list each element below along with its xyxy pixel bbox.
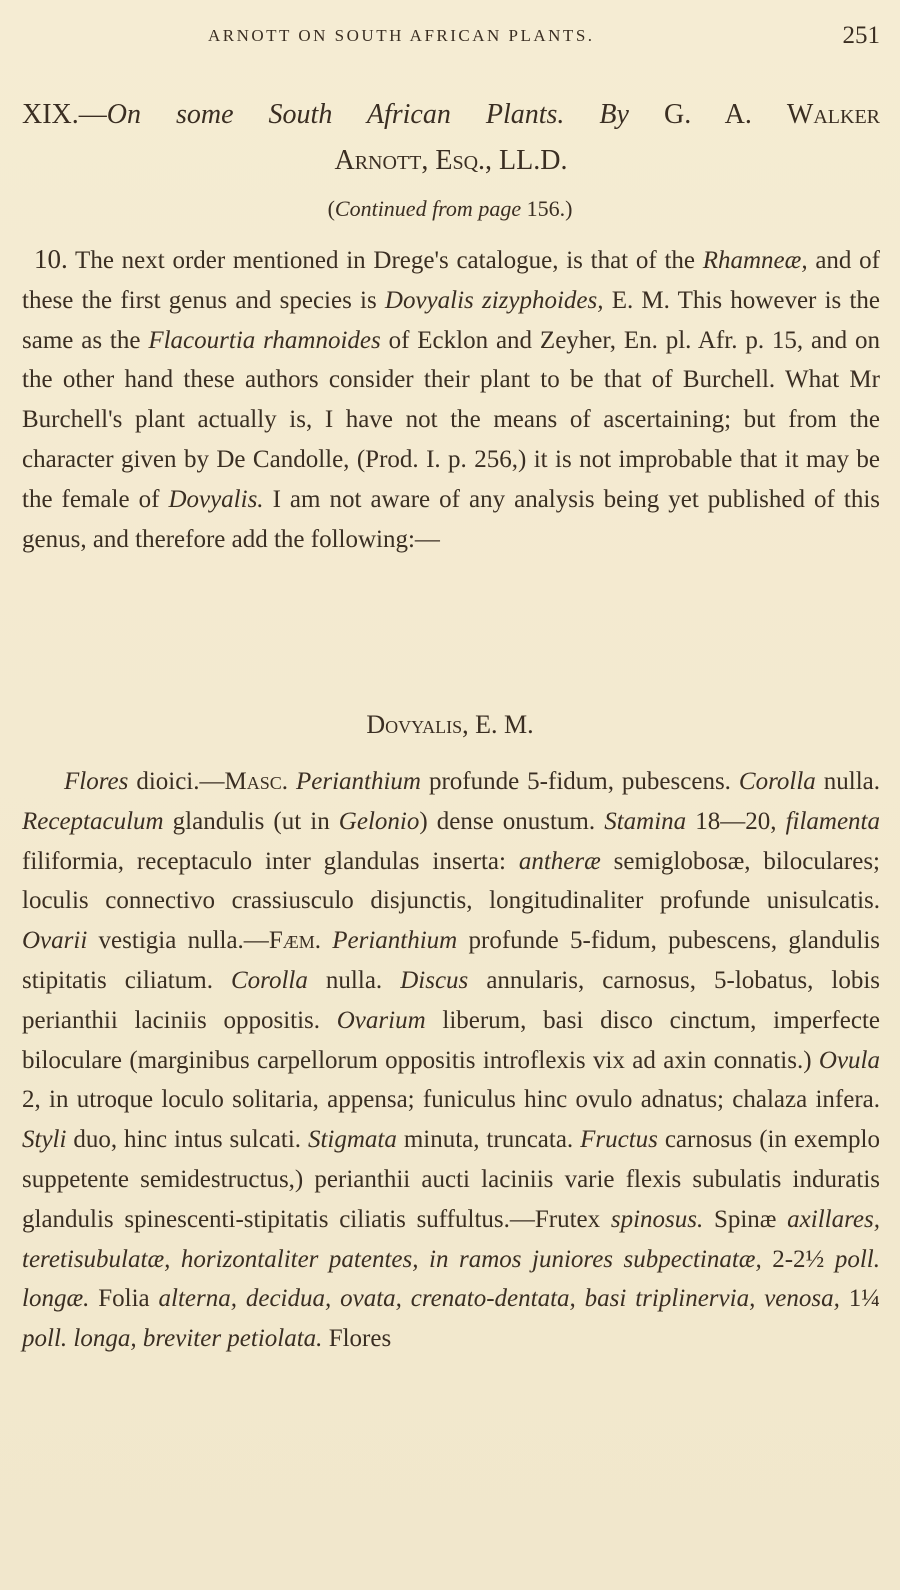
genus-name: Dovyalis (366, 710, 463, 739)
running-title: ARNOTT ON SOUTH AFRICAN PLANTS. (208, 26, 595, 45)
article-heading-line-1: XIX.—On some South African Plants. By G. A. Walker (22, 99, 880, 130)
genus-description: Flores dioici.—Masc. Perianthium profunde 5-fidum, pubescens. Corolla nulla. Receptaculum glandulis (ut in Gelonio) dense onustum. Stamina 18—20, filamenta filiformia, receptaculo inter glandulas inserta: antheræ semiglobosæ, biloculares; loculis connectivo crassiusculo disjunctis, longitudinaliter profunde unisulcatis. Ovarii vestigia nulla.—Fæm. Perianthium profunde 5-fidum, pubescens, glandulis stipitatis ciliatum. Corolla nulla. Discus annularis, carnosus, 5-lobatus, lobis perianthii laciniis oppositis. Ovarium liberum, basi disco cinctum, imperfecte biloculare (marginibus carpellorum oppositis introflexis vix ad axin connatis.) Ovula 2, in utroque loculo solitaria, appensa; funiculus hinc ovulo adnatus; chalaza infera. Styli duo, hinc intus sulcati. Stigmata minuta, truncata. Fructus carnosus (in exemplo suppetente semidestructus,) perianthii aucti laciniis varie flexis subulatis induratis glandulis spinescenti-stipitatis ciliatis suffultus.—Frutex spinosus. Spinæ axillares, teretisubulatæ, horizontaliter patentes, in ramos juniores subpectinatæ, 2-2½ poll. longæ. Folia alterna, decidua, ovata, crenato-dentata, basi triplinervia, venosa, 1¼ poll. longa, breviter petiolata. Flores (22, 768, 881, 1353)
article-heading (22, 92, 880, 184)
article-number: XIX. (22, 99, 79, 130)
running-head (0, 22, 900, 52)
article-title: On some South African Plants. (106, 99, 565, 130)
genus-heading: Dovyalis, E. M. (366, 710, 534, 739)
paragraph-number: 10. (34, 244, 68, 274)
continued-note: (Continued from page 156.) (327, 196, 573, 221)
page-number: 251 (842, 22, 880, 49)
author-initials: G. A. (663, 99, 787, 130)
author-surname-2: Arnott (334, 145, 422, 176)
article-by: By (599, 99, 629, 130)
author-suffix: , Esq., LL.D. (421, 145, 568, 176)
author-surname-1: Walker (786, 99, 880, 130)
article-heading-line-2 (22, 138, 880, 184)
paragraph-10: 10. The next order mentioned in Drege's catalogue, is that of the Rhamneæ, and of these the first genus and species is Dovyalis zizyphoides, E. M. This however is the same as the Flacourtia rhamnoides of Ecklon and Zeyher, En. pl. Afr. p. 15, and on the other hand these authors consider their plant to be that of Burchell. What Mr Burchell's plant actually is, I have not the means of ascertaining; but from the character given by De Candolle, (Prod. I. p. 256,) it is not improbable that it may be the female of Dovyalis. I am not aware of any analysis being yet published of this genus, and therefore add the following:— (22, 244, 881, 553)
